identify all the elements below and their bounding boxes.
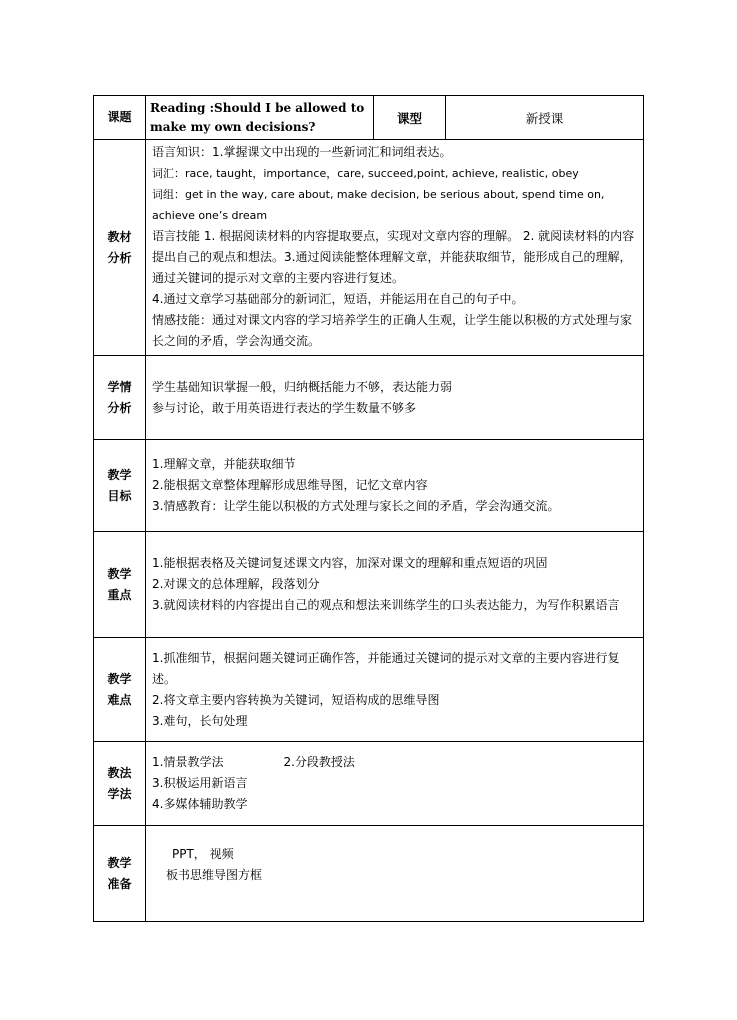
difficulties-row: [94, 638, 644, 742]
material-line: 词组：get in the way, care about, make decision, be serious about, spend time on,: [152, 188, 605, 201]
prep-line: PPT， 视频: [172, 847, 234, 861]
methods-line: 3.积极运用新语言: [152, 776, 248, 790]
key-points-row: [94, 532, 644, 638]
methods-item: 2.分段教授法: [283, 755, 355, 769]
lesson-title-line1: Reading :Should I be allowed to: [150, 100, 365, 115]
key-points-line: 3.就阅读材料的内容提出自己的观点和想法来训练学生的口头表达能力，为写作积累语言: [152, 598, 620, 612]
material-line: 情感技能：通过对课文内容的学习培养学生的正确人生观，让学生能以积极的方式处理与家长之间的矛盾，学会沟通交流。: [152, 313, 633, 348]
material-row: [94, 140, 644, 356]
students-line: 参与讨论，敢于用英语进行表达的学生数量不够多: [152, 400, 417, 415]
students-row: [94, 356, 644, 440]
goals-line: 1.理解文章，并能获取细节: [152, 457, 296, 471]
prep-content: [146, 826, 644, 922]
prep-label: 教学 准备: [94, 826, 146, 922]
material-line: achieve one’s dream: [152, 209, 268, 222]
difficulties-line: 2.将文章主要内容转换为关键词，短语构成的思维导图: [152, 692, 440, 707]
difficulties-line: 3.难句，长句处理: [152, 713, 248, 728]
goals-label: 教学 目标: [94, 440, 146, 532]
methods-label: 教法 学法: [94, 742, 146, 826]
students-content: [146, 356, 644, 440]
key-points-label: 教学 重点: [94, 532, 146, 638]
methods-line: [152, 752, 639, 773]
prep-line: 板书思维导图方框: [166, 868, 263, 882]
key-points-content: [146, 532, 644, 638]
material-content: [146, 140, 644, 356]
key-points-line: 2.对课文的总体理解，段落划分: [152, 577, 320, 591]
lesson-type-value: 新授课: [446, 96, 644, 140]
goals-line: 3.情感教育：让学生能以积极的方式处理与家长之间的矛盾，学会沟通交流。: [152, 499, 560, 513]
lesson-plan-table: [93, 95, 644, 922]
material-line: 语言技能 1. 根据阅读材料的内容提取要点，实现对文章内容的理解。 2. 就阅读材料的内容提出自己的观点和想法。3.通过阅读能整体理解文章，并能获取细节，能形成自己的理解，通过关键词的提示对文章的主要内容进行复述。: [152, 229, 635, 285]
lesson-type-label: 课型: [374, 96, 446, 140]
methods-row: [94, 742, 644, 826]
methods-content: [146, 742, 644, 826]
methods-item: 1.情景教学法: [152, 755, 224, 769]
material-line: 语言知识：1.掌握课文中出现的一些新词汇和词组表达。: [152, 145, 452, 159]
goals-row: [94, 440, 644, 532]
header-row: [94, 96, 644, 140]
key-points-line: 1.能根据表格及关键词复述课文内容，加深对课文的理解和重点短语的巩固: [152, 556, 548, 570]
material-label: 教材 分析: [94, 140, 146, 356]
lesson-label: 课题: [94, 96, 146, 140]
goals-content: [146, 440, 644, 532]
goals-line: 2.能根据文章整体理解形成思维导图，记忆文章内容: [152, 478, 428, 492]
material-line: 4.通过文章学习基础部分的新词汇，短语，并能运用在自己的句子中。: [152, 292, 524, 306]
difficulties-label: 教学 难点: [94, 638, 146, 742]
difficulties-content: [146, 638, 644, 742]
lesson-title: [146, 96, 374, 140]
lesson-title-line2: make my own decisions?: [150, 119, 316, 134]
methods-line: 4.多媒体辅助教学: [152, 797, 248, 811]
students-line: 学生基础知识掌握一般，归纳概括能力不够，表达能力弱: [152, 379, 453, 394]
prep-row: [94, 826, 644, 922]
students-label: 学情 分析: [94, 356, 146, 440]
material-line: 词汇：race, taught，importance，care, succeed,point, achieve, realistic, obey: [152, 167, 579, 180]
difficulties-line: 1.抓准细节，根据问题关键词正确作答，并能通过关键词的提示对文章的主要内容进行复述。: [152, 650, 620, 686]
